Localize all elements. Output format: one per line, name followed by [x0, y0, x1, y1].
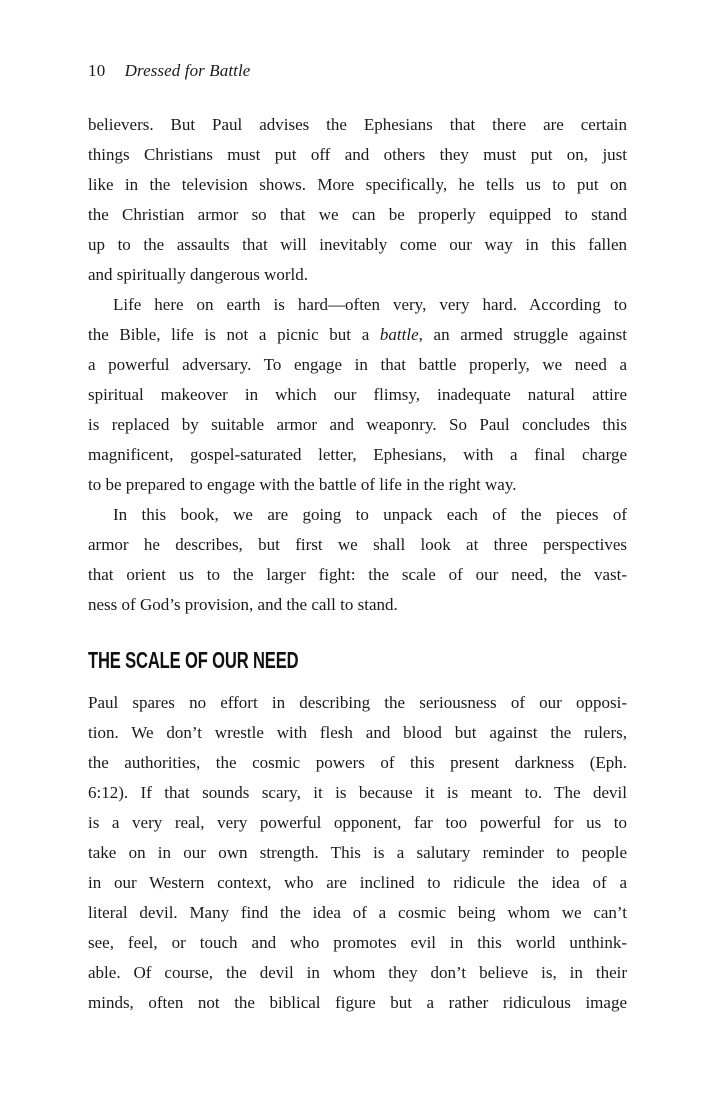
text-line-with-emphasis: [88, 320, 627, 350]
text-line: is a very real, very powerful opponent, far too powerful for us to: [88, 813, 627, 832]
text-line: armor he describes, but first we shall look at three perspectives: [88, 535, 627, 554]
text-line: the authorities, the cosmic powers of this present darkness (Eph.: [88, 753, 627, 772]
page-number: 10: [88, 61, 106, 80]
text-line: is replaced by suitable armor and weaponry. So Paul concludes this: [88, 415, 627, 434]
text-line: tion. We don’t wrestle with flesh and blood but against the rulers,: [88, 723, 627, 742]
text-segment: , an armed struggle against: [418, 325, 627, 344]
text-line: magnificent, gospel-saturated letter, Ephesians, with a final charge: [88, 445, 627, 464]
text-line: In this book, we are going to unpack each of the pieces of: [113, 505, 627, 524]
section-heading: THE SCALE OF OUR NEED: [88, 647, 299, 673]
text-line: the Christian armor so that we can be properly equipped to stand: [88, 205, 627, 224]
text-line: spiritual makeover in which our flimsy, inadequate natural attire: [88, 385, 627, 404]
paragraph-1: [88, 110, 627, 290]
text-line: believers. But Paul advises the Ephesians that there are certain: [88, 115, 627, 134]
text-line: a powerful adversary. To engage in that battle properly, we need a: [88, 355, 627, 374]
text-segment: the Bible, life is not a picnic but a: [88, 325, 380, 344]
text-line: see, feel, or touch and who promotes evil in this world unthink-: [88, 933, 627, 952]
text-line: minds, often not the biblical figure but a rather ridiculous image: [88, 993, 627, 1012]
text-line: 6:12). If that sounds scary, it is because it is meant to. The devil: [88, 783, 627, 802]
running-title: Dressed for Battle: [124, 61, 251, 80]
text-line: in our Western context, who are inclined to ridicule the idea of a: [88, 873, 627, 892]
text-line: up to the assaults that will inevitably come our way in this fallen: [88, 235, 627, 254]
text-line: and spiritually dangerous world.: [88, 265, 309, 284]
emphasized-word: battle: [379, 325, 419, 344]
text-line: take on in our own strength. This is a salutary reminder to people: [88, 843, 627, 862]
text-line: that orient us to the larger fight: the scale of our need, the vast-: [88, 565, 627, 584]
paragraph-2: [88, 290, 627, 500]
text-line: Life here on earth is hard—often very, very hard. According to: [113, 295, 627, 314]
text-line: like in the television shows. More specifically, he tells us to put on: [88, 175, 627, 194]
paragraph-4: [88, 688, 627, 1018]
text-line: literal devil. Many find the idea of a cosmic being whom we can’t: [88, 903, 627, 922]
text-line: things Christians must put off and others they must put on, just: [88, 145, 627, 164]
text-line: to be prepared to engage with the battle of life in the right way.: [88, 475, 517, 494]
paragraph-3: [88, 500, 627, 620]
body-text: [88, 110, 627, 1018]
running-head: [88, 61, 627, 81]
text-line: able. Of course, the devil in whom they don’t believe is, in their: [88, 963, 627, 982]
text-line: ness of God’s provision, and the call to stand.: [88, 595, 398, 614]
text-line: Paul spares no effort in describing the seriousness of our opposi-: [88, 693, 627, 712]
